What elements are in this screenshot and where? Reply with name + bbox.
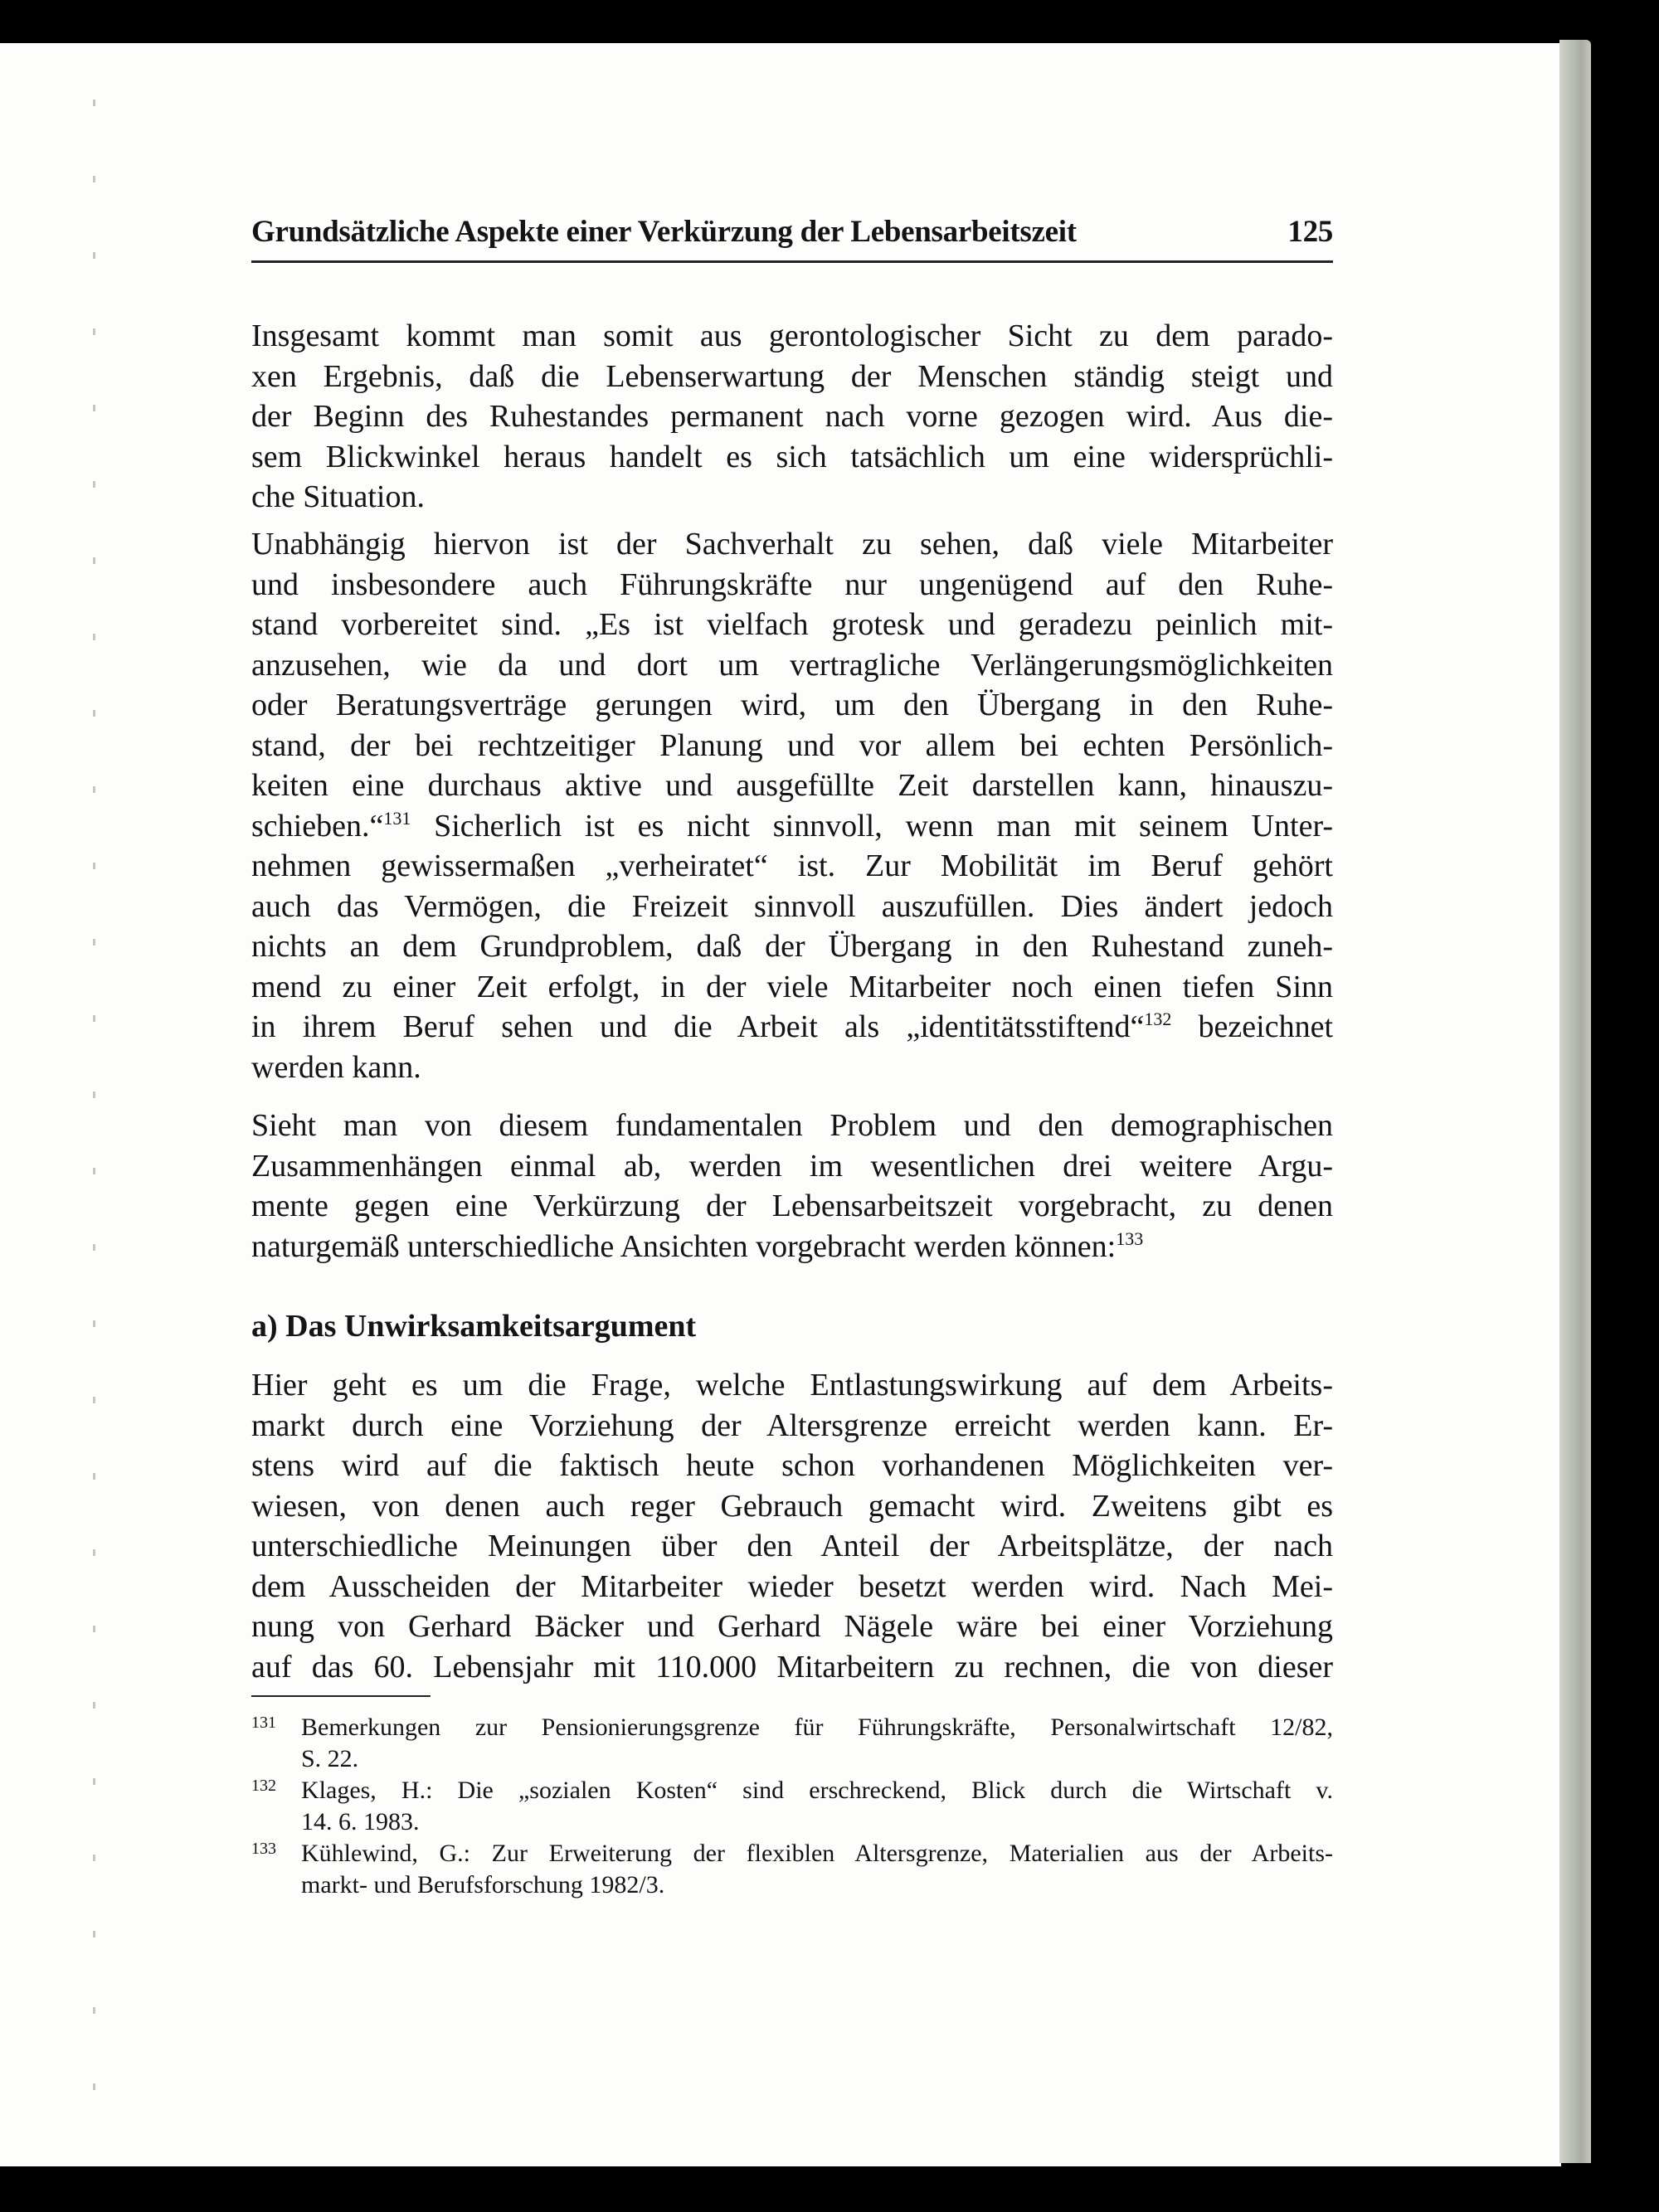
line-text: naturgemäß unterschiedliche Ansichten vorgebracht werden können: <box>251 1228 1117 1264</box>
text-line <box>251 1446 1333 1486</box>
text-line <box>251 357 1333 397</box>
footnote-reference: 131 <box>383 807 411 829</box>
line-text: Sicherlich ist es nicht sinnvoll, wenn man mit seinem Unter- <box>411 808 1333 843</box>
line-text: und insbesondere auch Führungskräfte nur ungenügend auf den Ruhe- <box>251 566 1333 602</box>
text-line <box>251 1406 1333 1446</box>
text-line <box>251 1607 1333 1647</box>
line-text: Sieht man von diesem fundamentalen Problem und den demographischen <box>251 1108 1333 1143</box>
footnote-number: 133 <box>251 1840 276 1858</box>
text-line <box>251 524 1333 565</box>
line-text: stand, der bei rechtzeitiger Planung und vor allem bei echten Persönlich- <box>251 727 1333 763</box>
text-line <box>251 1365 1333 1406</box>
footnote <box>251 1712 1333 1775</box>
text-line <box>251 1186 1333 1227</box>
line-text: xen Ergebnis, daß die Lebenserwartung der Menschen ständig steigt und <box>251 358 1333 394</box>
footnote-line: Kühlewind, G.: Zur Erweiterung der flexiblen Altersgrenze, Materialien aus der Arbeits- <box>301 1840 1333 1867</box>
text-line <box>251 1048 1333 1088</box>
text-line <box>251 1647 1333 1688</box>
text-line <box>251 1106 1333 1146</box>
line-text: werden kann. <box>251 1049 421 1085</box>
text-line <box>251 437 1333 478</box>
line-text: markt durch eine Vorziehung der Altersgrenze erreicht werden kann. Er- <box>251 1407 1333 1443</box>
line-text: mend zu einer Zeit erfolgt, in der viele Mitarbeiter noch einen tiefen Sinn <box>251 969 1333 1004</box>
line-text: che Situation. <box>251 479 425 514</box>
text-line <box>251 316 1333 357</box>
text-line <box>251 685 1333 726</box>
line-text: oder Beratungsverträge gerungen wird, um den Übergang in den Ruhe- <box>251 688 1333 722</box>
line-text: Insgesamt kommt man somit aus gerontologischer Sicht zu dem parado- <box>251 318 1333 353</box>
footnote-reference: 132 <box>1144 1009 1172 1029</box>
text-line <box>251 396 1333 437</box>
footnote-text <box>301 1838 1333 1901</box>
line-text: auf das 60. Lebensjahr mit 110.000 Mitarbeitern zu rechnen, die von dieser <box>251 1649 1333 1685</box>
text-line <box>251 1007 1333 1048</box>
line-text: nung von Gerhard Bäcker und Gerhard Nägele wäre bei einer Vorziehung <box>251 1609 1333 1644</box>
paragraph-1 <box>251 316 1333 518</box>
line-text: dem Ausscheiden der Mitarbeiter wieder besetzt werden wird. Nach Mei- <box>251 1568 1333 1604</box>
footnote-text <box>301 1712 1333 1775</box>
footnote <box>251 1838 1333 1901</box>
paragraph-2 <box>251 524 1333 1087</box>
text-line <box>251 846 1333 887</box>
text-line <box>251 1227 1333 1267</box>
line-text: Zusammenhängen einmal ab, werden im wesentlichen drei weitere Argu- <box>251 1148 1333 1184</box>
line-text: schieben.“ <box>251 808 384 843</box>
line-text: nichts an dem Grundproblem, daß der Übergang in den Ruhestand zuneh- <box>251 929 1333 964</box>
text-line <box>251 887 1333 927</box>
footnote-line: S. 22. <box>301 1745 359 1772</box>
footnote-line: Klages, H.: Die „sozialen Kosten“ sind erschreckend, Blick durch die Wirtschaft v. <box>301 1777 1333 1804</box>
text-line <box>251 1486 1333 1527</box>
paragraph-3 <box>251 1106 1333 1266</box>
text-line <box>251 477 1333 518</box>
text-line <box>251 1146 1333 1187</box>
line-text: nehmen gewissermaßen „verheiratet“ ist. Zur Mobilität im Beruf gehört <box>251 848 1333 883</box>
text-line <box>251 1526 1333 1567</box>
text-line <box>251 967 1333 1008</box>
footnote <box>251 1775 1333 1838</box>
footnote-reference: 133 <box>1116 1228 1144 1249</box>
line-text: mente gegen eine Verkürzung der Lebensarbeitszeit vorgebracht, zu denen <box>251 1189 1333 1223</box>
line-text: in ihrem Beruf sehen und die Arbeit als „identitätsstiftend“ <box>251 1009 1145 1044</box>
footnote-rule <box>251 1695 431 1697</box>
line-text: Unabhängig hiervon ist der Sachverhalt zu sehen, daß viele Mitarbeiter <box>251 527 1333 562</box>
line-text: bezeichnet <box>1171 1009 1334 1044</box>
line-text: stens wird auf die faktisch heute schon vorhandenen Möglichkeiten ver- <box>251 1448 1333 1483</box>
text-line <box>251 645 1333 686</box>
section-subheading: a) Das Unwirksamkeitsargument <box>251 1309 697 1344</box>
header-rule <box>251 260 1333 263</box>
line-text: auch das Vermögen, die Freizeit sinnvoll auszufüllen. Dies ändert jedoch <box>251 888 1333 924</box>
line-text: sem Blickwinkel heraus handelt es sich tatsächlich um eine widersprüchli- <box>251 439 1333 474</box>
page-edges <box>1559 40 1591 2163</box>
footnote-text <box>301 1775 1333 1838</box>
line-text: wiesen, von denen auch reger Gebrauch gemacht wird. Zweitens gibt es <box>251 1488 1333 1524</box>
footnote-line: markt- und Berufsforschung 1982/3. <box>301 1871 665 1898</box>
footnote-number: 131 <box>251 1714 276 1732</box>
text-line <box>251 565 1333 605</box>
text-line <box>251 926 1333 967</box>
line-text: der Beginn des Ruhestandes permanent nach vorne gezogen wird. Aus die- <box>251 399 1333 434</box>
paragraph-4 <box>251 1365 1333 1687</box>
footnote-number: 132 <box>251 1777 276 1795</box>
text-line <box>251 1567 1333 1607</box>
footnotes <box>251 1712 1333 1901</box>
line-text: unterschiedliche Meinungen über den Anteil der Arbeitsplätze, der nach <box>251 1529 1333 1563</box>
line-text: keiten eine durchaus aktive und ausgefüllte Zeit darstellen kann, hinauszu- <box>251 768 1333 803</box>
line-text: stand vorbereitet sind. „Es ist vielfach grotesk und geradezu peinlich mit- <box>251 607 1333 642</box>
page-number: 125 <box>1287 215 1333 249</box>
text-line <box>251 806 1333 847</box>
running-header-title: Grundsätzliche Aspekte einer Verkürzung der Lebensarbeitszeit <box>251 215 1077 249</box>
text-line <box>251 766 1333 806</box>
footnote-line: Bemerkungen zur Pensionierungsgrenze für Führungskräfte, Personalwirtschaft 12/82, <box>301 1714 1333 1741</box>
facing-page-margin-marks <box>93 50 95 2156</box>
text-line <box>251 726 1333 766</box>
running-header <box>251 214 1333 250</box>
footnote-line: 14. 6. 1983. <box>301 1808 420 1835</box>
line-text: anzusehen, wie da und dort um vertragliche Verlängerungsmöglichkeiten <box>251 647 1333 683</box>
line-text: Hier geht es um die Frage, welche Entlastungswirkung auf dem Arbeits- <box>251 1368 1333 1403</box>
text-line <box>251 605 1333 645</box>
